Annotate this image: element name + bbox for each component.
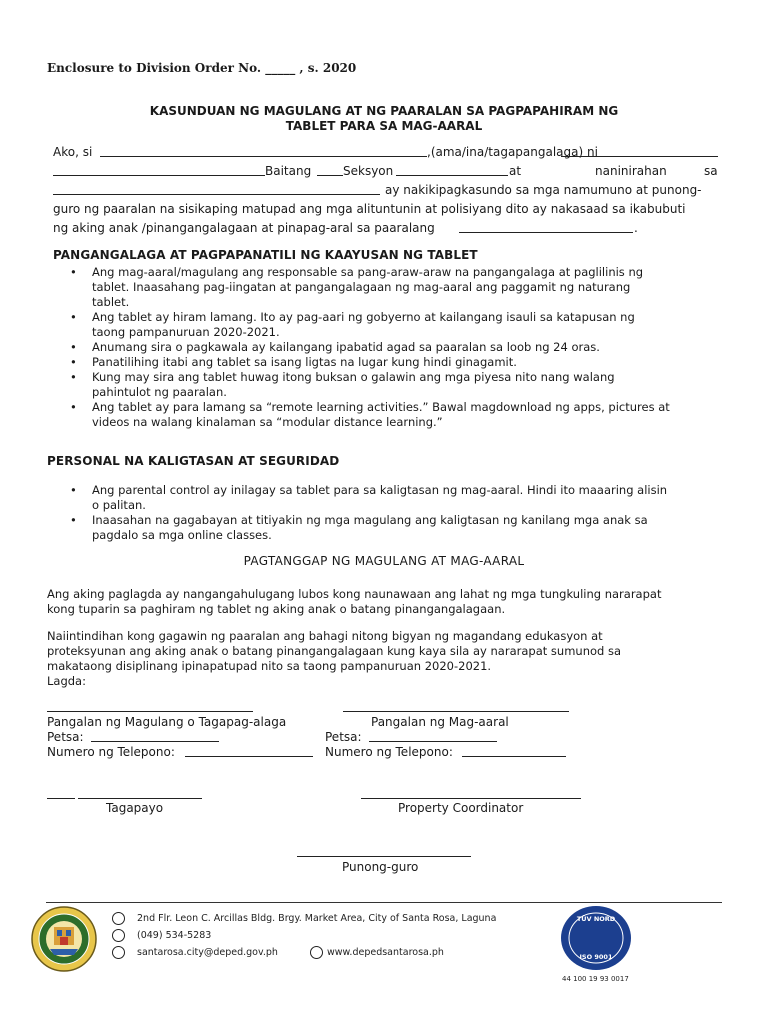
bullet-dot: • bbox=[70, 483, 77, 497]
school-field[interactable] bbox=[459, 232, 633, 233]
care-bullet-line: videos na walang kinalaman sa “modular distance learning.” bbox=[92, 415, 443, 429]
safety-bullet-line: pagdalo sa mga online classes. bbox=[92, 528, 272, 542]
care-bullet-line: taong pampanuruan 2020-2021. bbox=[92, 325, 280, 339]
deped-santarosa-seal bbox=[30, 905, 98, 973]
sa-label: sa bbox=[704, 164, 718, 178]
seksyon-label: Seksyon bbox=[343, 164, 394, 178]
home-icon bbox=[112, 912, 125, 925]
intro-paragraph bbox=[53, 145, 718, 240]
footer-phone-row bbox=[112, 929, 211, 942]
document-title bbox=[0, 104, 768, 134]
student-phone-field[interactable] bbox=[462, 756, 566, 757]
footer-address: 2nd Flr. Leon C. Arcillas Bldg. Brgy. Market Area, City of Santa Rosa, Laguna bbox=[137, 913, 497, 924]
title-line-1: KASUNDUAN NG MAGULANG AT NG PAARALAN SA PAGPAPAHIRAM NG bbox=[149, 104, 619, 118]
parent-phone-label: Numero ng Telepono: bbox=[47, 745, 175, 759]
bullet-dot: • bbox=[70, 400, 77, 414]
tuv-nord-iso-badge bbox=[560, 905, 632, 971]
para2-line-3: makataong disiplinang ipinapatupad nito sa taong pampanuruan 2020-2021. bbox=[47, 659, 492, 673]
bullet-dot: • bbox=[70, 355, 77, 369]
intro-period: . bbox=[634, 221, 638, 235]
care-bullet-line: tablet. Inaasahang pag-iingatan at pangangalagaan ng mag-aaral ang paggamit ng naturang bbox=[92, 280, 631, 294]
student-date-label: Petsa: bbox=[325, 730, 362, 744]
title-line-2: TABLET PARA SA MAG-AARAL bbox=[285, 119, 483, 133]
tagapayo-label: Tagapayo bbox=[106, 801, 164, 815]
care-bullet-line: pahintulot ng paaralan. bbox=[92, 385, 227, 399]
para2-line-1: Naiintindihan kong gagawin ng paaralan ang bahagi nitong bigyan ng magandang edukasyon at bbox=[47, 629, 603, 643]
blank-field[interactable] bbox=[53, 175, 265, 176]
badge-iso-text: ISO 9001 bbox=[579, 953, 613, 961]
safety-bullet-list bbox=[70, 483, 718, 543]
care-bullet-line: Panatilihing itabi ang tablet sa isang ligtas na lugar kung hindi ginagamit. bbox=[92, 355, 517, 369]
parent-name-label: Pangalan ng Magulang o Tagapag-alaga bbox=[47, 715, 287, 729]
care-bullet-item bbox=[70, 310, 718, 340]
baitang-field[interactable] bbox=[317, 175, 343, 176]
parent-date-label: Petsa: bbox=[47, 730, 84, 744]
child-name-field[interactable] bbox=[561, 156, 718, 157]
safety-bullet-item bbox=[70, 513, 718, 543]
care-bullet-item bbox=[70, 265, 718, 310]
safety-bullet-line: Inaasahan na gagabayan at titiyakin ng mga magulang ang kaligtasan ng kanilang mga anak sa bbox=[92, 513, 648, 527]
principal-signature-line[interactable] bbox=[297, 856, 471, 857]
section-title-acceptance: PAGTANGGAP NG MAGULANG AT MAG-AARAL bbox=[243, 554, 525, 568]
cert-number: 44 100 19 93 0017 bbox=[562, 975, 629, 983]
acceptance-paragraph-1 bbox=[47, 587, 722, 617]
property-coordinator-label: Property Coordinator bbox=[398, 801, 524, 815]
student-name-label: Pangalan ng Mag-aaral bbox=[371, 715, 509, 729]
para2-line-2: proteksyunan ang aking anak o batang pinangangalagaan kung kaya sila ay nararapat sumunod sa bbox=[47, 644, 622, 658]
enclosure-line: Enclosure to Division Order No. _____ , s. 2020 bbox=[47, 61, 357, 75]
footer-phone: (049) 534-5283 bbox=[137, 930, 212, 941]
care-bullet-item bbox=[70, 340, 718, 355]
care-bullet-line: Anumang sira o pagkawala ay kailangang ipabatid agad sa paaralan sa loob ng 24 oras. bbox=[92, 340, 600, 354]
baitang-label: Baitang bbox=[265, 164, 312, 178]
seksyon-field[interactable] bbox=[396, 175, 508, 176]
tagapayo-line-a[interactable] bbox=[47, 798, 75, 799]
bullet-dot: • bbox=[70, 513, 77, 527]
parent-phone-field[interactable] bbox=[185, 756, 313, 757]
lagda-label: Lagda: bbox=[47, 674, 86, 688]
care-bullet-item bbox=[70, 355, 718, 370]
section-title-care: PANGANGALAGA AT PAGPAPANATILI NG KAAYUSAN NG TABLET bbox=[53, 248, 478, 262]
phone-icon bbox=[112, 929, 125, 942]
principal-label: Punong-guro bbox=[342, 860, 419, 874]
naninirahan-label: naninirahan bbox=[595, 164, 667, 178]
email-icon bbox=[112, 946, 125, 959]
parent-name-field[interactable] bbox=[100, 156, 427, 157]
nakikipag-text: ay nakikipagkasundo sa mga namumuno at punong- bbox=[385, 183, 702, 197]
student-signature-line[interactable] bbox=[343, 711, 569, 712]
globe-icon bbox=[310, 946, 323, 959]
parent-signature-line[interactable] bbox=[47, 711, 253, 712]
footer-website-row bbox=[310, 946, 444, 959]
footer-address-row bbox=[112, 912, 496, 925]
para1-line-1: Ang aking paglagda ay nangangahulugang lubos kong naunawaan ang lahat ng mga tungkuling nararapat bbox=[47, 587, 662, 601]
bullet-dot: • bbox=[70, 340, 77, 354]
address-field[interactable] bbox=[53, 194, 380, 195]
intro-line-4: guro ng paaralan na sisikaping matupad ang mga alituntunin at polisiyang dito ay nakasaad sa ikabubuti bbox=[53, 202, 686, 216]
intro-line-5: ng aking anak /pinangangalagaan at pinapag-aral sa paaralang bbox=[53, 221, 435, 235]
care-bullet-line: Ang tablet ay para lamang sa “remote learning activities.” Bawal magdownload ng apps, pictures at bbox=[92, 400, 670, 414]
tagapayo-signature-line[interactable] bbox=[78, 798, 202, 799]
care-bullet-line: tablet. bbox=[92, 295, 130, 309]
para1-line-2: kong tuparin sa paghiram ng tablet ng aking anak o batang pinangangalagaan. bbox=[47, 602, 506, 616]
at-label: at bbox=[509, 164, 522, 178]
student-date-field[interactable] bbox=[369, 741, 497, 742]
footer-divider bbox=[46, 902, 722, 903]
footer-email[interactable]: santarosa.city@deped.gov.ph bbox=[137, 947, 278, 958]
badge-top-text: TÜV NORD bbox=[576, 915, 616, 923]
student-phone-label: Numero ng Telepono: bbox=[325, 745, 453, 759]
care-bullet-list bbox=[70, 265, 718, 430]
ako-si-label: Ako, si bbox=[53, 145, 93, 159]
ama-ina-label: ,(ama/ina/tagapangalaga) ni bbox=[427, 145, 598, 159]
care-bullet-line: Ang mag-aaral/magulang ang responsable sa pang-araw-araw na pangangalaga at paglilinis ng bbox=[92, 265, 644, 279]
care-bullet-item bbox=[70, 370, 718, 400]
footer-website[interactable]: www.depedsantarosa.ph bbox=[327, 947, 444, 958]
care-bullet-line: Ang tablet ay hiram lamang. Ito ay pag-aari ng gobyerno at kailangang isauli sa katapusan ng bbox=[92, 310, 635, 324]
safety-bullet-line: Ang parental control ay inilagay sa tablet para sa kaligtasan ng mag-aaral. Hindi ito maaaring alisin bbox=[92, 483, 668, 497]
parent-date-field[interactable] bbox=[91, 741, 219, 742]
acceptance-paragraph-2 bbox=[47, 629, 722, 689]
safety-bullet-line: o palitan. bbox=[92, 498, 146, 512]
section-title-safety: PERSONAL NA KALIGTASAN AT SEGURIDAD bbox=[47, 454, 340, 468]
property-signature-line[interactable] bbox=[361, 798, 581, 799]
care-bullet-line: Kung may sira ang tablet huwag itong buksan o galawin ang mga piyesa nito nang walang bbox=[92, 370, 615, 384]
bullet-dot: • bbox=[70, 310, 77, 324]
bullet-dot: • bbox=[70, 265, 77, 279]
safety-bullet-item bbox=[70, 483, 718, 513]
bullet-dot: • bbox=[70, 370, 77, 384]
footer-email-row bbox=[112, 946, 278, 959]
care-bullet-item bbox=[70, 400, 718, 430]
